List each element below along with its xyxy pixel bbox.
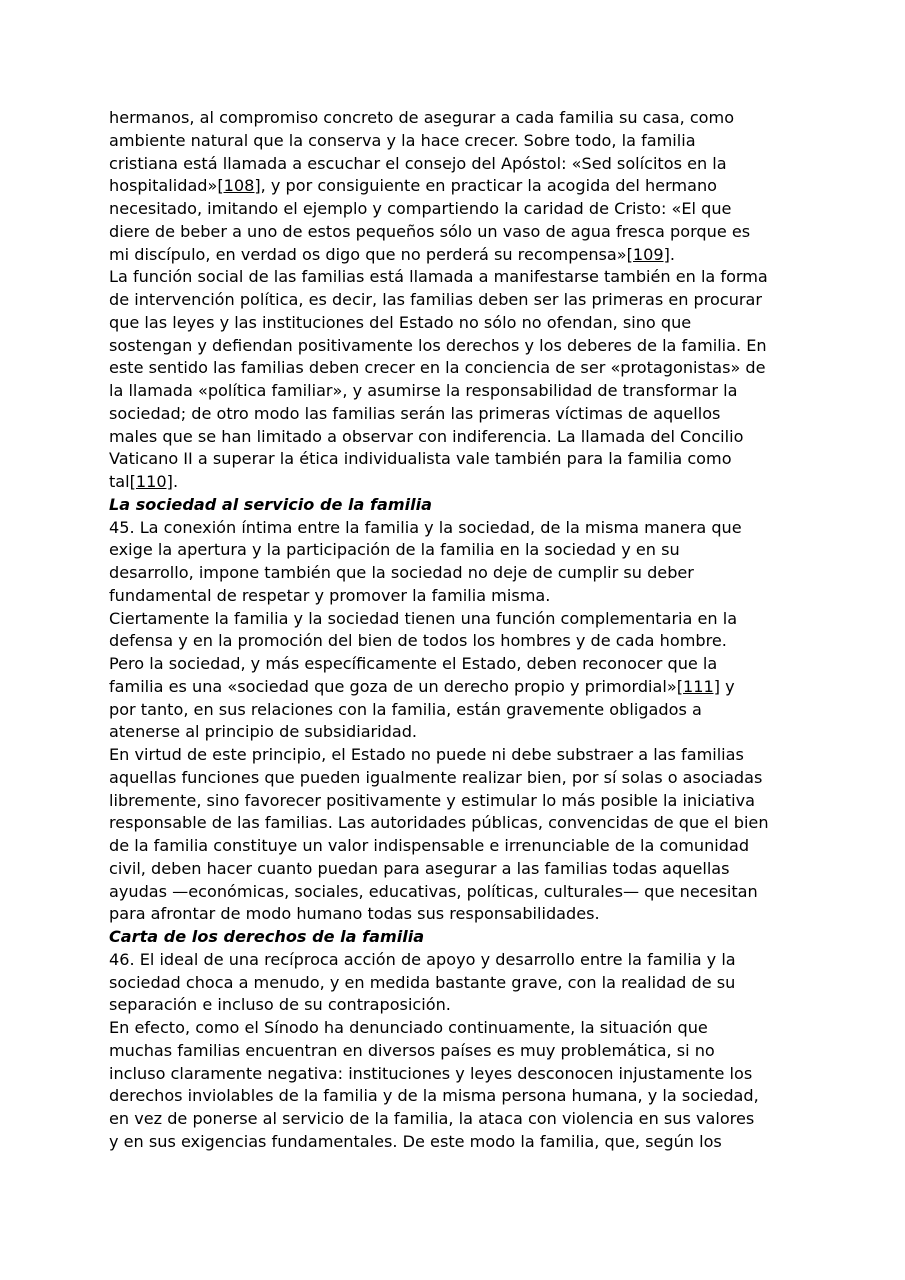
text-line: cristiana está llamada a escuchar el consejo del Apóstol: «Sed solícitos en la (109, 153, 727, 173)
text-line: por tanto, en sus relaciones con la familia, están gravemente obligados a (109, 699, 702, 719)
text-line: fundamental de respetar y promover la familia misma. (109, 585, 551, 605)
text-line: sociedad; de otro modo las familias serán las primeras víctimas de aquellos (109, 403, 721, 423)
text-line: responsable de las familias. Las autoridades públicas, convencidas de que el bien (109, 813, 769, 833)
text-line: libremente, sino favorecer positivamente y estimular lo más posible la iniciativa (109, 790, 755, 810)
text-line: sociedad choca a menudo, y en medida bastante grave, con la realidad de su (109, 972, 736, 992)
text-line: de la familia constituye un valor indispensable e irrenunciable de la comunidad (109, 836, 750, 855)
text-line: La función social de las familias está llamada a manifestarse también en la forma (109, 267, 768, 287)
section-heading: La sociedad al servicio de la familia (109, 494, 433, 514)
text-line (109, 471, 799, 494)
text-line (109, 175, 799, 198)
text-line: 46. El ideal de una recíproca acción de apoyo y desarrollo entre la familia y la (109, 949, 736, 969)
text-span: hospitalidad» (109, 176, 218, 196)
text-line: defensa y en la promoción del bien de todos los hombres y de cada hombre. (109, 631, 727, 651)
text-span: . (669, 244, 676, 264)
text-line: incluso claramente negativa: instituciones y leyes desconocen injustamente los (109, 1063, 753, 1083)
text-line: hermanos, al compromiso concreto de asegurar a cada familia su casa, como (109, 108, 735, 127)
text-span: . (172, 472, 179, 491)
text-line: Vaticano II a superar la ética individualista vale también para la familia como (109, 449, 732, 469)
text-line: desarrollo, impone también que la sociedad no deje de cumplir su deber (109, 563, 694, 582)
footnote-link[interactable]: [110] (129, 472, 173, 491)
text-line: Pero la sociedad, y más específicamente el Estado, deben reconocer que la (109, 654, 718, 673)
text-line: y en sus exigencias fundamentales. De este modo la familia, que, según los (109, 1131, 722, 1151)
footnote-link[interactable]: [108] (217, 176, 261, 196)
text-line: Ciertamente la familia y la sociedad tienen una función complementaria en la (109, 608, 738, 628)
text-span: , y por consiguiente en practicar la acogida del hermano (260, 176, 717, 196)
text-line: en vez de ponerse al servicio de la familia, la ataca con violencia en sus valores (109, 1109, 755, 1128)
text-line: necesitado, imitando el ejemplo y compartiendo la caridad de Cristo: «El que (109, 199, 732, 218)
text-line: separación e incluso de su contraposición. (109, 995, 451, 1015)
text-line: ayudas —económicas, sociales, educativas, políticas, culturales— que necesitan (109, 881, 758, 901)
text-span: mi discípulo, en verdad os digo que no perderá su recompensa» (109, 244, 627, 264)
text-line: de intervención política, es decir, las familias deben ser las primeras en procurar (109, 290, 763, 309)
text-line: atenerse al principio de subsidiaridad. (109, 722, 418, 742)
text-line: sostengan y defiendan positivamente los derechos y los deberes de la familia. En (109, 335, 767, 355)
text-line: muchas familias encuentran en diversos países es muy problemática, si no (109, 1040, 715, 1060)
text-line: 45. La conexión íntima entre la familia y la sociedad, de la misma manera que (109, 517, 742, 537)
text-line: exige la apertura y la participación de la familia en la sociedad y en su (109, 540, 680, 560)
text-span: tal (109, 472, 130, 491)
footnote-link[interactable]: [111] (676, 676, 720, 696)
text-span: y (719, 676, 735, 696)
text-line: que las leyes y las instituciones del Estado no sólo no ofendan, sino que (109, 312, 692, 332)
footnote-link[interactable]: [109] (626, 244, 670, 264)
text-line (109, 244, 799, 267)
section-heading: Carta de los derechos de la familia (109, 927, 425, 946)
text-line: En efecto, como el Sínodo ha denunciado continuamente, la situación que (109, 1018, 708, 1037)
text-line: En virtud de este principio, el Estado no puede ni debe substraer a las familias (109, 745, 744, 764)
text-line: males que se han limitado a observar con indiferencia. La llamada del Concilio (109, 426, 744, 446)
text-line: ambiente natural que la conserva y la hace crecer. Sobre todo, la familia (109, 130, 696, 150)
document-page (109, 107, 799, 1154)
text-line: este sentido las familias deben crecer en la conciencia de ser «protagonistas» de (109, 358, 766, 378)
text-line (109, 676, 799, 699)
text-line: diere de beber a uno de estos pequeños sólo un vaso de agua fresca porque es (109, 221, 751, 241)
text-line: derechos inviolables de la familia y de la misma persona humana, y la sociedad, (109, 1086, 759, 1106)
text-line: aquellas funciones que pueden igualmente realizar bien, por sí solas o asociadas (109, 767, 763, 787)
text-line: para afrontar de modo humano todas sus responsabilidades. (109, 904, 600, 924)
text-line: la llamada «política familiar», y asumirse la responsabilidad de transformar la (109, 381, 738, 400)
text-line: civil, deben hacer cuanto puedan para asegurar a las familias todas aquellas (109, 858, 730, 878)
text-span: familia es una «sociedad que goza de un derecho propio y primordial» (109, 676, 677, 696)
